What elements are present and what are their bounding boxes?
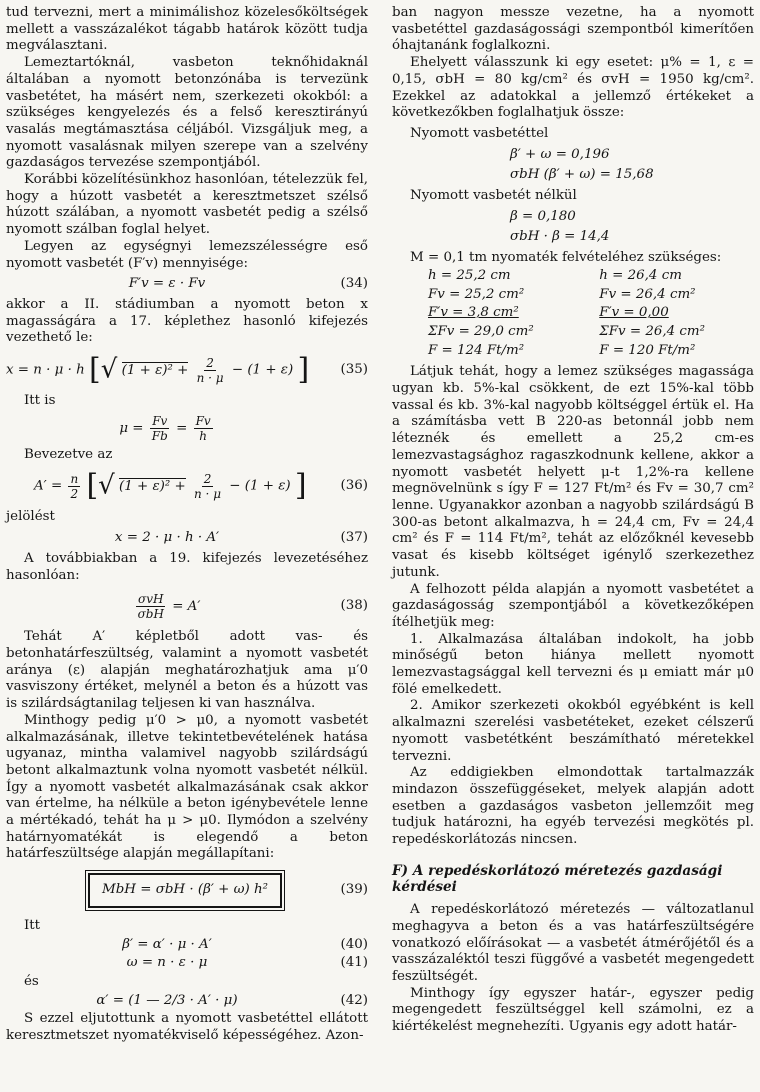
bracket-close: ] (297, 352, 310, 388)
eq-term: − (1 + ε) (231, 362, 294, 378)
eq-term: (1 + ε)² + (121, 362, 189, 378)
paragraph: Itt is (24, 393, 56, 409)
paragraph: Minthogy pedig μ′0 > μ0, a nyomott vasbetét alkalmazásának, illetve tekintetbevételének hatása ugyanaz, mintha valamivel nagyobb szilárdságú betont alkalmaztunk volna nyomott vasbetét nélkül. Így a nyomott vasbetét alkalmazásának csak akkor van értelme, ha nélküle a beton igénybevétele lenne a mértékadó, tehát ha μ > μ0. Ilymódon a szelvény határnyomatékát is elegendő a beton határfeszültsége alapján megállapítani: (6, 712, 368, 862)
equation-41 (6, 955, 368, 972)
fraction (68, 472, 80, 501)
paragraph: Lemeztartóknál, vasbeton teknőhidaknál általában a nyomott betonzónába is tervezünk vasbetétet, ha másért nem, szerkezeti okokból: a szükséges kengyelezés és a felső keresztirányú vasalás megtámasztása céljából. Vizsgáljuk meg, a nyomott vasalásnak milyen szerepe van a szelvény gazdaságos tervezése szempontjából. (6, 55, 368, 171)
paragraph: akkor a II. stádiumban a nyomott beton x magasságára a 17. képlethez hasonló kifejezés vezethető le: (6, 296, 368, 346)
denominator: n · μ (194, 486, 221, 501)
equation-body (6, 352, 328, 388)
left-column (6, 5, 368, 1045)
table-cell: Fv = 26,4 cm² (599, 286, 696, 302)
table-cell: h = 26,4 cm (599, 267, 682, 283)
equation-34 (6, 276, 368, 293)
section-label: Nyomott vasbetét nélkül (410, 188, 577, 204)
equation-number: (38) (340, 598, 368, 614)
fraction (194, 414, 213, 443)
summary-value: β = 0,180 (510, 208, 576, 224)
summary-value: β′ + ω = 0,196 (510, 146, 610, 162)
numerator: 2 (206, 355, 214, 370)
table-row (392, 304, 754, 323)
equation-number: (41) (340, 955, 368, 971)
equation-37 (6, 530, 368, 547)
fraction (150, 414, 170, 443)
paragraph: A repedéskorlátozó méretezés — változatlanul meghagyva a beton és a vas határfeszültségére vonatkozó előírásokat — a vasbetét átmérőjétől és a vasszázaléktól teszi függővé a vasbetét megengedett feszültségét. (392, 902, 754, 984)
eq-lhs: μ = (119, 420, 144, 436)
bracket-open: [ (86, 468, 99, 504)
paragraph: Bevezetve az (24, 446, 113, 462)
equation-42 (6, 993, 368, 1010)
comparison-table (392, 267, 754, 361)
paragraph: Korábbi közelítésünkhoz hasonlóan, tételezzük fel, hogy a húzott vasbetét a keresztmetszet szélső húzott szálában, a nyomott vasbetét pedig a szélső nyomott szálban foglal helyet. (6, 172, 369, 238)
equation-body: α′ = (1 — 2/3 · A′ · μ) (96, 992, 238, 1008)
equation-39 (6, 873, 368, 908)
equation-number: (36) (340, 478, 368, 494)
bracket-open: [ (89, 352, 101, 388)
paragraph: A továbbiakban a 19. kifejezés levezetéséhez hasonlóan: (6, 550, 368, 583)
table-cell: F = 120 Ft/m² (599, 342, 696, 358)
equation-body: F′v = ε · Fv (128, 276, 206, 292)
fraction (136, 592, 166, 621)
table-cell: ΣFv = 26,4 cm² (599, 323, 705, 339)
bracket-close: ] (294, 468, 307, 504)
table-cell: Fv = 25,2 cm² (428, 286, 525, 302)
paragraph: jelölést (6, 509, 55, 525)
numerator: Fv (152, 413, 168, 428)
paragraph: Az eddigiekben elmondottak tartalmazzák mindazon összefüggéseket, melyek alapján adott esetben a gazdaságos vasbeton jellemzőit meg tudjuk határozni, ha egyéb tervezési megkötés pl. repedéskorlátozás nincsen. (392, 765, 754, 848)
summary-value: σbH (β′ + ω) = 15,68 (510, 167, 654, 183)
equation-number: (40) (340, 936, 368, 952)
table-row (392, 323, 754, 342)
right-column (392, 5, 754, 1036)
denominator: n · μ (196, 370, 224, 385)
denominator: Fb (151, 428, 168, 443)
denominator: σbH (137, 607, 164, 622)
equation-mu (6, 414, 368, 443)
eq-sign: = (176, 420, 188, 436)
equation-body (6, 592, 328, 621)
eq-lhs: x = n · μ · h (6, 362, 85, 378)
sqrt-symbol: √ (100, 354, 118, 385)
equation-body: β′ = α′ · μ · A′ (122, 936, 212, 952)
equation-number: (37) (340, 530, 368, 546)
paragraph: ban nagyon messze vezetne, ha a nyomott vasbetéttel gazdaságossági szempontból kimerítően óhajtanánk foglalkozni. (392, 5, 754, 54)
list-item: 1. Alkalmazása általában indokolt, ha jobb minőségű beton hiánya mellett nyomott lemezvastagsággal kell tervezni és μ emiatt már μ0 fölé emelkedett. (392, 631, 754, 697)
equation-number: (35) (340, 361, 368, 377)
fraction (195, 356, 226, 385)
summary-value: σbH · β = 14,4 (510, 229, 610, 245)
paragraph: A felhozott példa alapján a nyomott vasbetétet a gazdaságosság szempontjából a következőképen ítélhetjük meg: (392, 581, 754, 630)
section-label: M = 0,1 tm nyomaték felvételéhez szükséges: (410, 250, 722, 266)
section-label: Nyomott vasbetéttel (410, 125, 549, 141)
fraction (192, 472, 223, 501)
eq-term: (1 + ε)² + (119, 478, 186, 494)
eq-rhs: = A′ (172, 599, 201, 615)
equation-number: (42) (340, 992, 368, 1008)
equation-38 (6, 592, 368, 621)
equation-number: (39) (340, 882, 368, 898)
paragraph: Ehelyett válasszunk ki egy esetet: μ% = 1, ε = 0,15, σbH = 80 kg/cm² és σvH = 1950 kg/cm². Ezekkel az adatokkal a jellemző értékeket a következőkben foglalhatjuk össze: (392, 55, 754, 121)
numerator: n (70, 471, 79, 486)
table-row (392, 286, 754, 305)
equation-body: x = 2 · μ · h · A′ (114, 530, 220, 546)
eq-lhs: A′ = (34, 478, 63, 494)
table-row (392, 267, 754, 286)
list-item: 2. Amikor szerkezeti okokból egyébként is kell alkalmazni szerelési vasbetéteket, ezeket célszerű nyomott vasbetétként beszámítható méretekkel tervezni. (392, 698, 754, 764)
numerator: 2 (203, 471, 212, 486)
table-cell: h = 25,2 cm (428, 267, 511, 283)
section-heading: F) A repedéskorlátozó méretezés gazdasági kérdései (392, 862, 723, 896)
table-cell: F′v = 0,00 (599, 305, 669, 321)
table-row (392, 342, 754, 361)
sqrt-symbol: √ (98, 471, 115, 502)
numerator: Fv (195, 413, 211, 428)
paragraph: S ezzel eljutottunk a nyomott vasbetéttel ellátott keresztmetszet nyomatékviselő képességéhez. Azon- (6, 1011, 368, 1044)
numerator: σvH (138, 592, 164, 607)
table-cell: ΣFv = 29,0 cm² (428, 323, 534, 339)
equation-number: (34) (340, 276, 368, 292)
paragraph: Látjuk tehát, hogy a lemez szükséges magassága ugyan kb. 5%-kal csökkent, de ezt 15%-kal több vassal és kb. 3%-kal nagyobb költséggel értük el. Ha a számításba vett B 220-as betonnál jobb nem léteznék és emellett a 25,2 cm-es lemezvastagsághoz ragaszkodnunk kellene, akkor a nyomott vasbetét helyett μ-t 1,2%-ra kellene megnövelnünk s így F = 127 Ft/m² és Fv = 30,7 cm² lenne. Ugyanakkor azonban a nagyobb szilárdságú B 300-as betont alkalmazva, h = 24,4 cm, Fv = 24,4 cm² és F = 114 Ft/m², tehát az előzőknél kevesebb vasat és kisebb költséget igénylő szerkezethez jutunk. (392, 364, 754, 580)
denominator: 2 (70, 486, 79, 501)
equation-body (6, 873, 328, 908)
equation-body: ω = n · ε · μ (126, 955, 208, 971)
paragraph: Itt (24, 917, 41, 933)
paragraph: Legyen az egységnyi lemezszélességre eső nyomott vasbetét (F′v) mennyisége: (6, 238, 368, 271)
equation-35 (6, 352, 368, 388)
paragraph: tud tervezni, mert a minimálishoz közelesőköltségek mellett a vasszázalékot tágabb határok között tudja megválasztani. (6, 5, 368, 54)
eq-term: − (1 + ε) (229, 478, 291, 494)
denominator: h (199, 428, 207, 443)
table-cell: F′v = 3,8 cm² (428, 305, 519, 321)
equation-body (6, 468, 328, 504)
table-cell: F = 124 Ft/m² (428, 342, 525, 358)
paragraph: és (24, 973, 39, 989)
paragraph: Tehát A′ képletből adott vas- és betonhatárfeszültség, valamint a nyomott vasbetét aránya (ε) alapján meghatározhatjuk ama μ′0 vasviszony értéket, melynél a beton és a húzott vas is szilárdságtanilag teljesen ki van használva. (6, 629, 368, 712)
equation-36 (6, 468, 368, 504)
boxed-equation: MbH = σbH · (β′ + ω) h² (88, 873, 282, 908)
paragraph: Minthogy így egyszer határ-, egyszer pedig megengedett feszültséggel kell számolni, ez a kiértékelést megnehezíti. Ugyanis egy adott határ- (392, 985, 754, 1035)
equation-40 (6, 937, 368, 954)
equation-body (6, 414, 328, 443)
